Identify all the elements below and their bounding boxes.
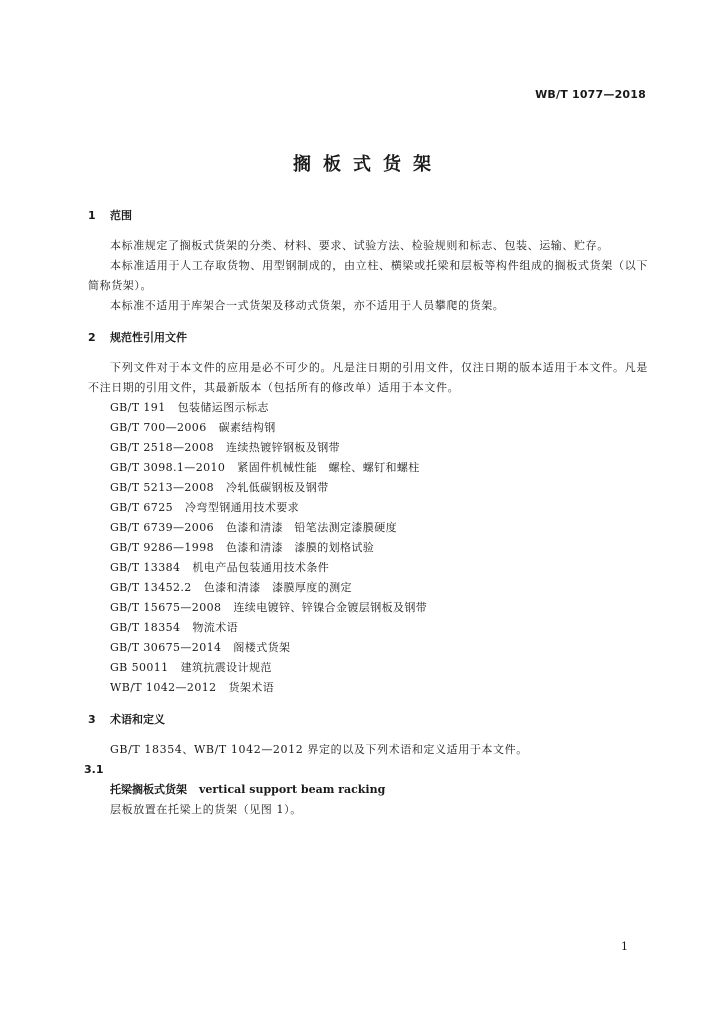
reference-code: GB/T 700—2006	[110, 421, 207, 434]
reference-code: GB/T 13384	[110, 561, 181, 574]
reference-title: 机电产品包装通用技术条件	[192, 561, 330, 574]
reference-code: GB/T 15675—2008	[110, 601, 222, 614]
paragraph: 本标准适用于人工存取货物、用型钢制成的，由立柱、横梁或托梁和层板等构件组成的搁板式货架（以下简称货架）。	[88, 259, 648, 292]
page-number: 1	[621, 940, 628, 953]
section-number: 3	[88, 713, 96, 726]
paragraph: 本标准规定了搁板式货架的分类、材料、要求、试验方法、检验规则和标志、包装、运输、贮存。	[110, 239, 609, 252]
reference-title: 紧固件机械性能 螺栓、螺钉和螺柱	[237, 461, 420, 474]
reference-title: 冷弯型钢通用技术要求	[185, 501, 300, 514]
reference-item	[88, 418, 648, 438]
document-code: WB/T 1077—2018	[535, 88, 646, 101]
reference-item	[88, 458, 648, 478]
reference-code: GB/T 6739—2006	[110, 521, 214, 534]
reference-item	[88, 558, 648, 578]
reference-title: 货架术语	[228, 681, 275, 694]
reference-title: 包装储运图示标志	[177, 401, 269, 414]
reference-code: GB/T 13452.2	[110, 581, 192, 594]
reference-item	[88, 678, 648, 698]
reference-title: 冷轧低碳钢板及钢带	[226, 481, 329, 494]
reference-title: 色漆和清漆 漆膜厚度的测定	[203, 581, 352, 594]
document-body	[84, 206, 648, 820]
reference-title: 色漆和清漆 漆膜的划格试验	[226, 541, 375, 554]
reference-item	[88, 658, 648, 678]
term-number: 3.1	[84, 763, 104, 776]
reference-code: GB/T 191	[110, 401, 166, 414]
paragraph: GB/T 18354、WB/T 1042—2012 界定的以及下列术语和定义适用于本文件。	[110, 743, 528, 756]
term-entry	[88, 780, 648, 800]
reference-code: GB 50011	[110, 661, 169, 674]
reference-code: GB/T 9286—1998	[110, 541, 214, 554]
section-number: 1	[88, 209, 96, 222]
reference-title: 连续电镀锌、锌镍合金镀层钢板及钢带	[233, 601, 428, 614]
term-chinese: 托梁搁板式货架	[110, 783, 187, 796]
section-title: 术语和定义	[110, 713, 165, 726]
reference-code: GB/T 2518—2008	[110, 441, 214, 454]
reference-title: 建筑抗震设计规范	[180, 661, 272, 674]
reference-list	[88, 398, 648, 698]
reference-item	[88, 438, 648, 458]
reference-title: 碳素结构钢	[218, 421, 276, 434]
reference-code: GB/T 5213—2008	[110, 481, 214, 494]
reference-item	[88, 518, 648, 538]
reference-item	[88, 638, 648, 658]
term-english: vertical support beam racking	[199, 783, 386, 796]
reference-item	[88, 538, 648, 558]
section-heading-normative-references	[88, 328, 648, 348]
paragraph: 本标准不适用于库架合一式货架及移动式货架，亦不适用于人员攀爬的货架。	[110, 299, 505, 312]
paragraph: 下列文件对于本文件的应用是必不可少的。凡是注日期的引用文件，仅注日期的版本适用于本文件。凡是不注日期的引用文件，其最新版本（包括所有的修改单）适用于本文件。	[88, 361, 648, 394]
reference-title: 物流术语	[192, 621, 239, 634]
reference-code: WB/T 1042—2012	[110, 681, 217, 694]
reference-item	[88, 498, 648, 518]
section-heading-scope	[88, 206, 648, 226]
reference-item	[88, 598, 648, 618]
section-number: 2	[88, 331, 96, 344]
section-heading-terms-and-definitions	[88, 710, 648, 730]
reference-code: GB/T 3098.1—2010	[110, 461, 226, 474]
document-title: 搁板式货架	[293, 154, 443, 175]
reference-code: GB/T 18354	[110, 621, 181, 634]
reference-code: GB/T 6725	[110, 501, 174, 514]
section-title: 规范性引用文件	[110, 331, 187, 344]
reference-title: 阁楼式货架	[233, 641, 291, 654]
reference-item	[88, 478, 648, 498]
reference-code: GB/T 30675—2014	[110, 641, 222, 654]
reference-item	[88, 618, 648, 638]
reference-title: 色漆和清漆 铅笔法测定漆膜硬度	[226, 521, 397, 534]
term-definition: 层板放置在托梁上的货架（见图 1）。	[110, 803, 302, 816]
reference-item	[88, 398, 648, 418]
reference-title: 连续热镀锌钢板及钢带	[226, 441, 340, 454]
reference-item	[88, 578, 648, 598]
section-title: 范围	[110, 209, 132, 222]
